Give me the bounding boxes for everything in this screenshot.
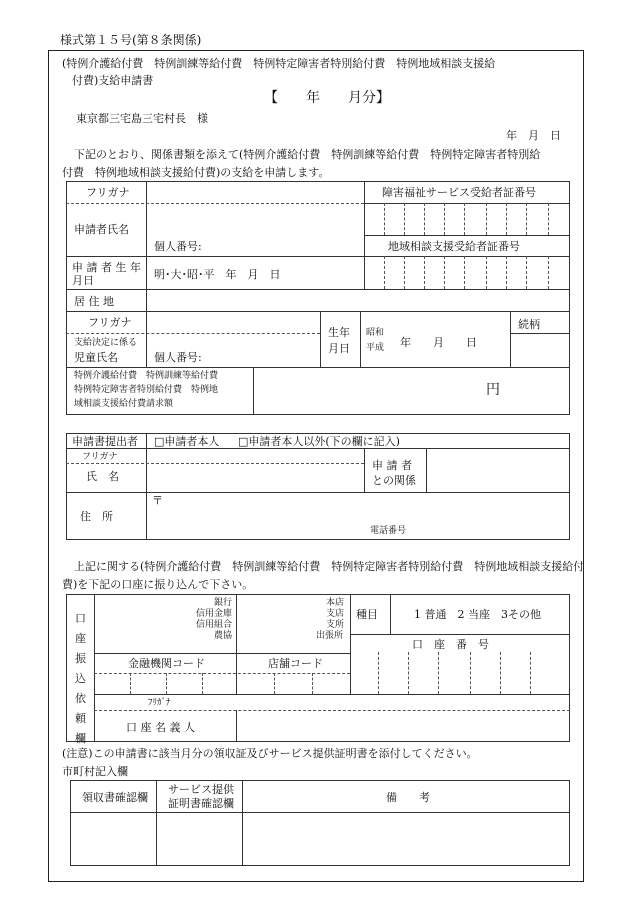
vertical-6: 頼 (75, 712, 86, 725)
yen-label: 円 (486, 382, 500, 398)
claim-line-1: 特例介護給付費 特例訓練等給付費 (74, 371, 219, 381)
service-check-2: 証明書確認欄 (168, 797, 234, 810)
submitter-furigana: フリガナ (82, 452, 118, 462)
kind-options: 1 普通 2 当座 3その他 (414, 608, 541, 621)
phone-label: 電話番号 (370, 526, 407, 536)
addressee: 東京都三宅島三宅村長 様 (76, 112, 208, 125)
furigana-label: フリガナ (86, 186, 130, 199)
form-number: 様式第１５号(第８条関係) (60, 33, 202, 47)
intro-line2: 付費 特例地域相談支援給付費)の支給を申請します。 (62, 166, 330, 179)
vertical-1: 口 (75, 612, 86, 625)
vertical-4: 込 (75, 672, 86, 685)
child-furigana-label: フリガナ (88, 316, 132, 329)
bank-type-2: 信用金庫 (196, 609, 233, 619)
period: 【 年 月分】 (264, 90, 390, 106)
option-other[interactable]: □申請者本人以外(下の欄に記入) (238, 435, 400, 448)
bank-type-1: 銀行 (214, 598, 233, 608)
child-personal-number: 個人番号: (154, 351, 202, 364)
bank-type-3: 信用組合 (196, 620, 233, 630)
receipt-check-label: 領収書確認欄 (82, 791, 148, 804)
postal-mark: 〒 (152, 494, 163, 507)
child-birth-2: 月日 (328, 342, 350, 355)
child-birth-1: 生年 (328, 326, 350, 339)
remarks-label: 備 考 (386, 791, 430, 804)
submitter-name-label: 氏 名 (86, 470, 119, 483)
branch-code-label: 店舗コード (268, 657, 323, 670)
branch-type-1: 本店 (326, 598, 345, 608)
bank-type-4: 農協 (214, 631, 233, 641)
claim-line-2: 特例特定障害者特別給付費 特例地 (74, 385, 219, 395)
submitter-address-label: 住 所 (80, 510, 113, 523)
vertical-5: 依 (75, 692, 86, 705)
branch-type-2: 支店 (326, 609, 345, 619)
era-heisei: 平成 (366, 343, 385, 353)
bank-intro-line1: 上記に関する(特例介護給付費 特例訓練等給付費 特例特定障害者特別給付費 特例地域相談支援給付 (74, 560, 585, 573)
applicant-name-label: 申請者氏名 (74, 223, 129, 236)
relation-2: との関係 (372, 474, 416, 487)
child-label-1: 支給決定に係る (74, 338, 138, 348)
bank-code-label: 金融機関コード (128, 657, 205, 670)
era-showa: 昭和 (366, 328, 385, 338)
relationship-label: 続柄 (518, 318, 540, 331)
child-label-2: 児童氏名 (74, 351, 118, 364)
date: 年 月 日 (506, 129, 561, 142)
vertical-7: 欄 (75, 732, 86, 745)
consult-cert-label: 地域相談支援受給者証番号 (388, 240, 520, 253)
branch-type-4: 出張所 (316, 631, 344, 641)
option-self[interactable]: □申請者本人 (154, 435, 220, 448)
bank-intro-line2: 費)を下記の口座に振り込んで下さい。 (62, 578, 254, 591)
birth-label: 申 請 者 生 年 月日 (72, 261, 141, 287)
title-line1: (特例介護給付費 特例訓練等給付費 特例特定障害者特別給付費 特例地域相談支援給 (62, 57, 496, 70)
intro-line1: 下記のとおり、関係書類を添えて(特例介護給付費 特例訓練等給付費 特例特定障害者特別給 (74, 148, 541, 161)
personal-number-label: 個人番号: (154, 240, 202, 253)
vertical-2: 座 (75, 632, 86, 645)
submitter-label: 申請書提出者 (72, 435, 138, 448)
account-number-label: 口 座 番 号 (412, 638, 489, 651)
birth-eras: 明･大･昭･平 年 月 日 (154, 268, 281, 281)
municipal-title: 市町村記入欄 (62, 765, 128, 778)
note: (注意)この申請書に該当月分の領収証及びサービス提供証明書を添付してください。 (62, 747, 478, 760)
title-line2: 付費)支給申請書 (72, 74, 154, 87)
service-cert-label: 障害福祉サービス受給者証番号 (382, 186, 536, 199)
claim-line-3: 域相談支援給付費請求額 (74, 399, 174, 409)
submitter-table (66, 433, 570, 540)
holder-furigana: ﾌﾘｶﾞﾅ (148, 698, 171, 708)
service-check-1: サービス提供 (168, 783, 234, 796)
address-label: 居 住 地 (74, 295, 114, 308)
child-date: 年 月 日 (400, 336, 477, 349)
vertical-3: 振 (75, 652, 86, 665)
relation-1: 申 請 者 (372, 459, 412, 472)
branch-type-3: 支所 (326, 620, 345, 630)
kind-label: 種目 (356, 608, 378, 621)
account-holder-label: 口 座 名 義 人 (126, 721, 195, 734)
